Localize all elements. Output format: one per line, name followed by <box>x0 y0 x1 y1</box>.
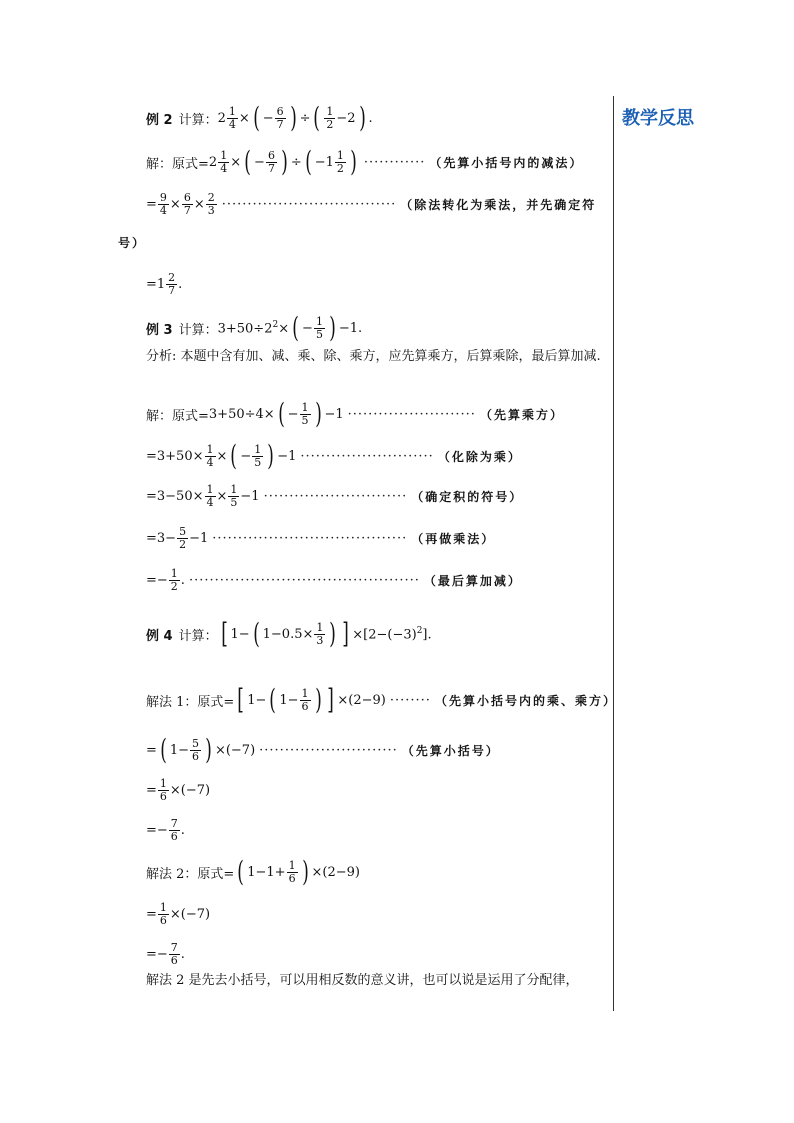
example-2-result: =1 $\frac{2}{7}$ . <box>146 271 183 297</box>
example-4-method-2-step-2: = $\frac{1}{6}$ ×(−7) <box>146 901 211 927</box>
example-4-method-1-step-3: = $\frac{1}{6}$ ×(−7) <box>146 777 211 803</box>
example-4-method-1-step-1: 解法 1：原式= [ 1− ( 1− $\frac{1}{6}$ ) ] ×(2−9) ········ （先算小括号内的乘、乘方） <box>146 683 617 716</box>
example-2-step-1: 解：原式= 2 $\frac{1}{4}$ × ( − $\frac{6}{7}$ ) ÷ ( −1 $\frac{1}{2}$ ) ············ （先算小括号内的减法） <box>146 145 584 178</box>
example-3-result: =− $\frac{1}{2}$ . ············································· （最后算加减） <box>146 567 522 593</box>
example-3-step-4: =3− $\frac{5}{2}$ −1 ······································ （再做乘法） <box>146 525 496 551</box>
example-2-note-continued: 号） <box>118 236 147 250</box>
example-4-method-1-result: =− $\frac{7}{6}$ . <box>146 817 185 843</box>
example-2-problem: 例 2 计算： 2 $\frac{1}{4}$ × ( − $\frac{6}{7}$ ) ÷ ( $\frac{1}{2}$ −2 ) . <box>146 101 373 134</box>
example-3-analysis: 分析: 本题中含有加、减、乘、除、乘方，应先算乘方，后算乘除，最后算加减. <box>146 349 601 364</box>
example-3-step-2: =3+50× $\frac{1}{4}$ × ( − $\frac{1}{5}$ ) −1 ·························· （化除为乘） <box>146 439 522 472</box>
column-divider <box>613 96 614 1011</box>
example-3-step-1: 解：原式= 3+50÷4× ( − $\frac{1}{5}$ ) −1 ························· （先算乘方） <box>146 397 564 430</box>
reflection-title: 教学反思 <box>622 108 694 129</box>
example-2-step-2: = $\frac{9}{4}$ × $\frac{6}{7}$ × $\frac{2}{3}$ ·································· （除法转化为乘法，并先确定符 <box>146 191 597 217</box>
example-4-closing-note: 解法 2 是先去小括号，可以用相反数的意义讲，也可以说是运用了分配律， <box>146 973 579 988</box>
example-4-method-1-step-2: = ( 1− $\frac{5}{6}$ ) ×(−7) ··························· （先算小括号） <box>146 733 500 766</box>
example-4-method-2-result: =− $\frac{7}{6}$ . <box>146 941 185 967</box>
example-4-problem: 例 4 计算： [ 1− ( 1−0.5× $\frac{1}{3}$ ) ] $\times[2-(-3)^2]$. <box>146 617 432 650</box>
example-4-method-2-step-1: 解法 2：原式= ( 1−1+ $\frac{1}{6}$ ) ×(2−9) <box>146 855 360 888</box>
example-3-problem: 例 3 计算： $3+50\div 2^2\times$ ( − $\frac{1}{5}$ ) −1. <box>146 311 363 344</box>
example-3-step-3: =3−50× $\frac{1}{4}$ × $\frac{1}{5}$ −1 ···························· （确定积的符号） <box>146 483 524 509</box>
